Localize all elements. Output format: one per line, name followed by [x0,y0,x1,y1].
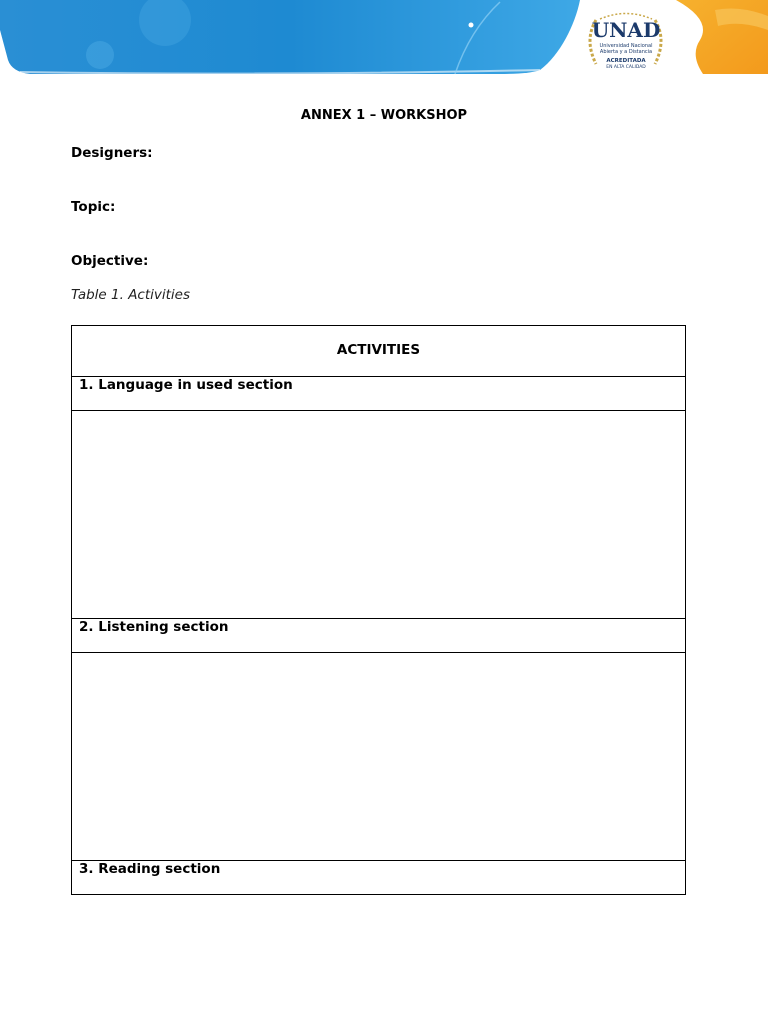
document-title: ANNEX 1 – WORKSHOP [300,108,468,123]
objective-label: Objective: [71,253,149,269]
section-heading-label: 3. Reading section [79,861,221,877]
svg-text:Universidad Nacional: Universidad Nacional [599,43,653,49]
table-header-row [72,326,686,377]
activities-table [71,325,686,895]
table-caption: Table 1. Activities [71,287,191,303]
table-header-cell [72,326,686,377]
section-heading-cell [72,619,686,653]
section-content-cell[interactable] [72,653,686,861]
section-heading-label: 2. Listening section [79,619,229,635]
blue-wave-shape [0,0,580,74]
svg-text:UNAD: UNAD [591,18,661,42]
section-content-row [72,653,686,861]
svg-text:Abierta y a Distancia: Abierta y a Distancia [599,49,653,55]
section-row [72,619,686,653]
section-heading-label: 1. Language in used section [79,377,293,393]
header-graphic [0,0,768,80]
designers-label: Designers: [71,145,153,161]
topic-label: Topic: [71,199,116,215]
section-heading-cell [72,377,686,411]
section-content-row [72,411,686,619]
unad-logo [590,14,661,71]
header-banner [0,0,768,80]
section-heading-cell [72,861,686,895]
svg-text:EN ALTA CALIDAD: EN ALTA CALIDAD [606,65,646,70]
svg-text:ACREDITADA: ACREDITADA [606,58,646,64]
section-row [72,377,686,411]
table-header-label: ACTIVITIES [336,342,421,358]
section-row [72,861,686,895]
section-content-cell[interactable] [72,411,686,619]
